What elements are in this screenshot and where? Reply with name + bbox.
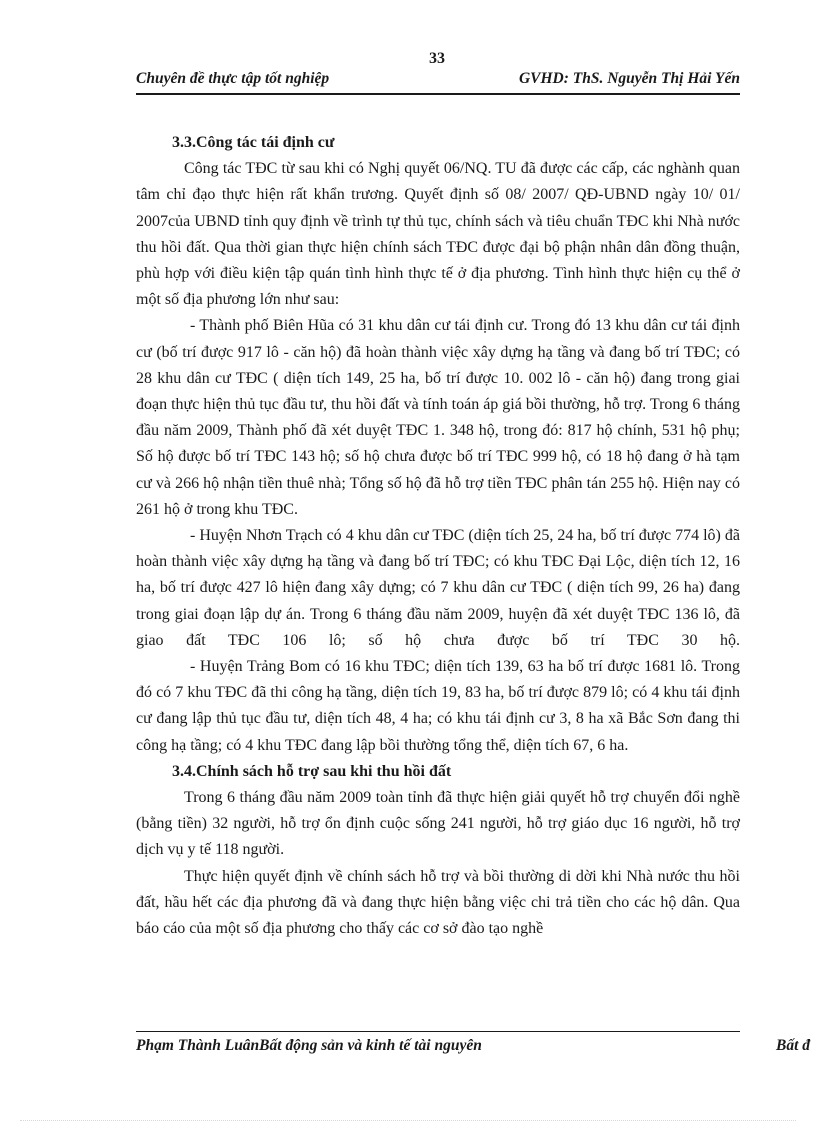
section-3-3-heading: 3.3.Công tác tái định cư (172, 134, 335, 151)
header-supervisor: GVHD: ThS. Nguyễn Thị Hải Yến (518, 70, 740, 87)
page-number: 33 (429, 50, 445, 67)
footer-rule (136, 1031, 740, 1032)
header-rule (136, 93, 740, 95)
trang-bom-paragraph: - Huyện Trảng Bom có 16 khu TĐC; diện tích 139, 63 ha bố trí được 1681 lô. Trong đó có 7 khu TĐC đã thi công hạ tầng, diện tích 19, 83 ha, bố trí được 879 lô; có 4 khu tái định cư đang lập thủ tục đầu tư, diện tích 48, 4 ha; có khu tái định cư 3, 8 ha xã Bắc Sơn đang thi công hạ tầng; có 4 khu TĐC đang lập bồi thường tổng thể, diện tích 67, 6 ha. (136, 658, 740, 754)
section-3-3-intro: Công tác TĐC từ sau khi có Nghị quyết 06/NQ. TU đã được các cấp, các nghành quan tâm chỉ đạo thực hiện rất khẩn trương. Quyết định số 08/ 2007/ QĐ-UBND ngày 10/ 01/ 2007của UBND tỉnh quy định về trình tự thủ tục, chính sách và tiêu chuẩn TĐC khi Nhà nước thu hồi đất. Qua thời gian thực hiện chính sách TĐC được đại bộ phận nhân dân đồng thuận, phù hợp với điều kiện tập quán tình hình thực tế ở địa phương. Tình hình thực hiện cụ thể ở một số địa phương lớn như sau: (136, 160, 740, 309)
page-footer (136, 1037, 816, 1059)
page-bottom-edge (20, 1120, 796, 1121)
document-body (136, 130, 740, 942)
support-paragraph-2: Thực hiện quyết định về chính sách hỗ trợ và bồi thường di dời khi Nhà nước thu hồi đất, hầu hết các địa phương đã và đang thực hiện bằng việc chi trả tiền cho các hộ dân. Qua báo cáo của một số địa phương cho thấy các cơ sở đào tạo nghề (136, 867, 740, 938)
support-paragraph-1: Trong 6 tháng đầu năm 2009 toàn tỉnh đã thực hiện giải quyết hỗ trợ chuyển đổi nghề (bằng tiền) 32 người, hỗ trợ ổn định cuộc sống 241 người, hỗ trợ giáo dục 16 người, hỗ trợ dịch vụ y tế 118 người. (136, 789, 740, 859)
bien-hoa-paragraph: - Thành phố Biên Hũa có 31 khu dân cư tái định cư. Trong đó 13 khu dân cư tái định cư (bố trí được 917 lô - căn hộ) đã hoàn thành việc xây dựng hạ tầng và đang bố trí TĐC; có 28 khu dân cư TĐC ( diện tích 149, 25 ha, bố trí được 10. 002 lô - căn hộ) đang trong giai đoạn thực hiện thủ tục đầu tư, thu hồi đất và tính toán áp giá bồi thường, hỗ trợ. Trong 6 tháng đầu năm 2009, Thành phố đã xét duyệt TĐC 1. 348 hộ, trong đó: 817 hộ chính, 531 hộ phụ; Số hộ được bố trí TĐC 143 hộ; số hộ chưa được bố trí TĐC 999 hộ, có 18 hộ đang ở hà tạm cư và 266 hộ nhận tiền thuê nhà; Tổng số hộ đã hỗ trợ tiền TĐC phân tán 255 hộ. Hiện nay có 261 hộ ở trong khu TĐC. (136, 317, 740, 518)
page-header (136, 70, 740, 92)
section-3-4-heading: 3.4.Chính sách hỗ trợ sau khi thu hồi đất (172, 762, 452, 780)
nhon-trach-paragraph: - Huyện Nhơn Trạch có 4 khu dân cư TĐC (diện tích 25, 24 ha, bố trí được 774 lô) đã hoàn thành việc xây dựng hạ tầng và đang bố trí TĐC; có khu TĐC Đại Lộc, diện tích 12, 16 ha, bố trí được 427 lô hiện đang xây dựng; có 7 khu dân cư TĐC ( diện tích 99, 26 ha) đang trong giai đoạn lập dự án. Trong 6 tháng đầu năm 2009, huyện đã xét duyệt TĐC 136 lô, đã giao đất TĐC 106 lô; số hộ chưa được bố trí TĐC 30 hộ. (136, 527, 740, 649)
footer-author: Phạm Thành LuânBất động sản và kinh tế tài nguyên (136, 1037, 482, 1054)
footer-truncated-text: Bất đ (776, 1037, 811, 1054)
header-report-title: Chuyên đề thực tập tốt nghiệp (136, 70, 330, 87)
